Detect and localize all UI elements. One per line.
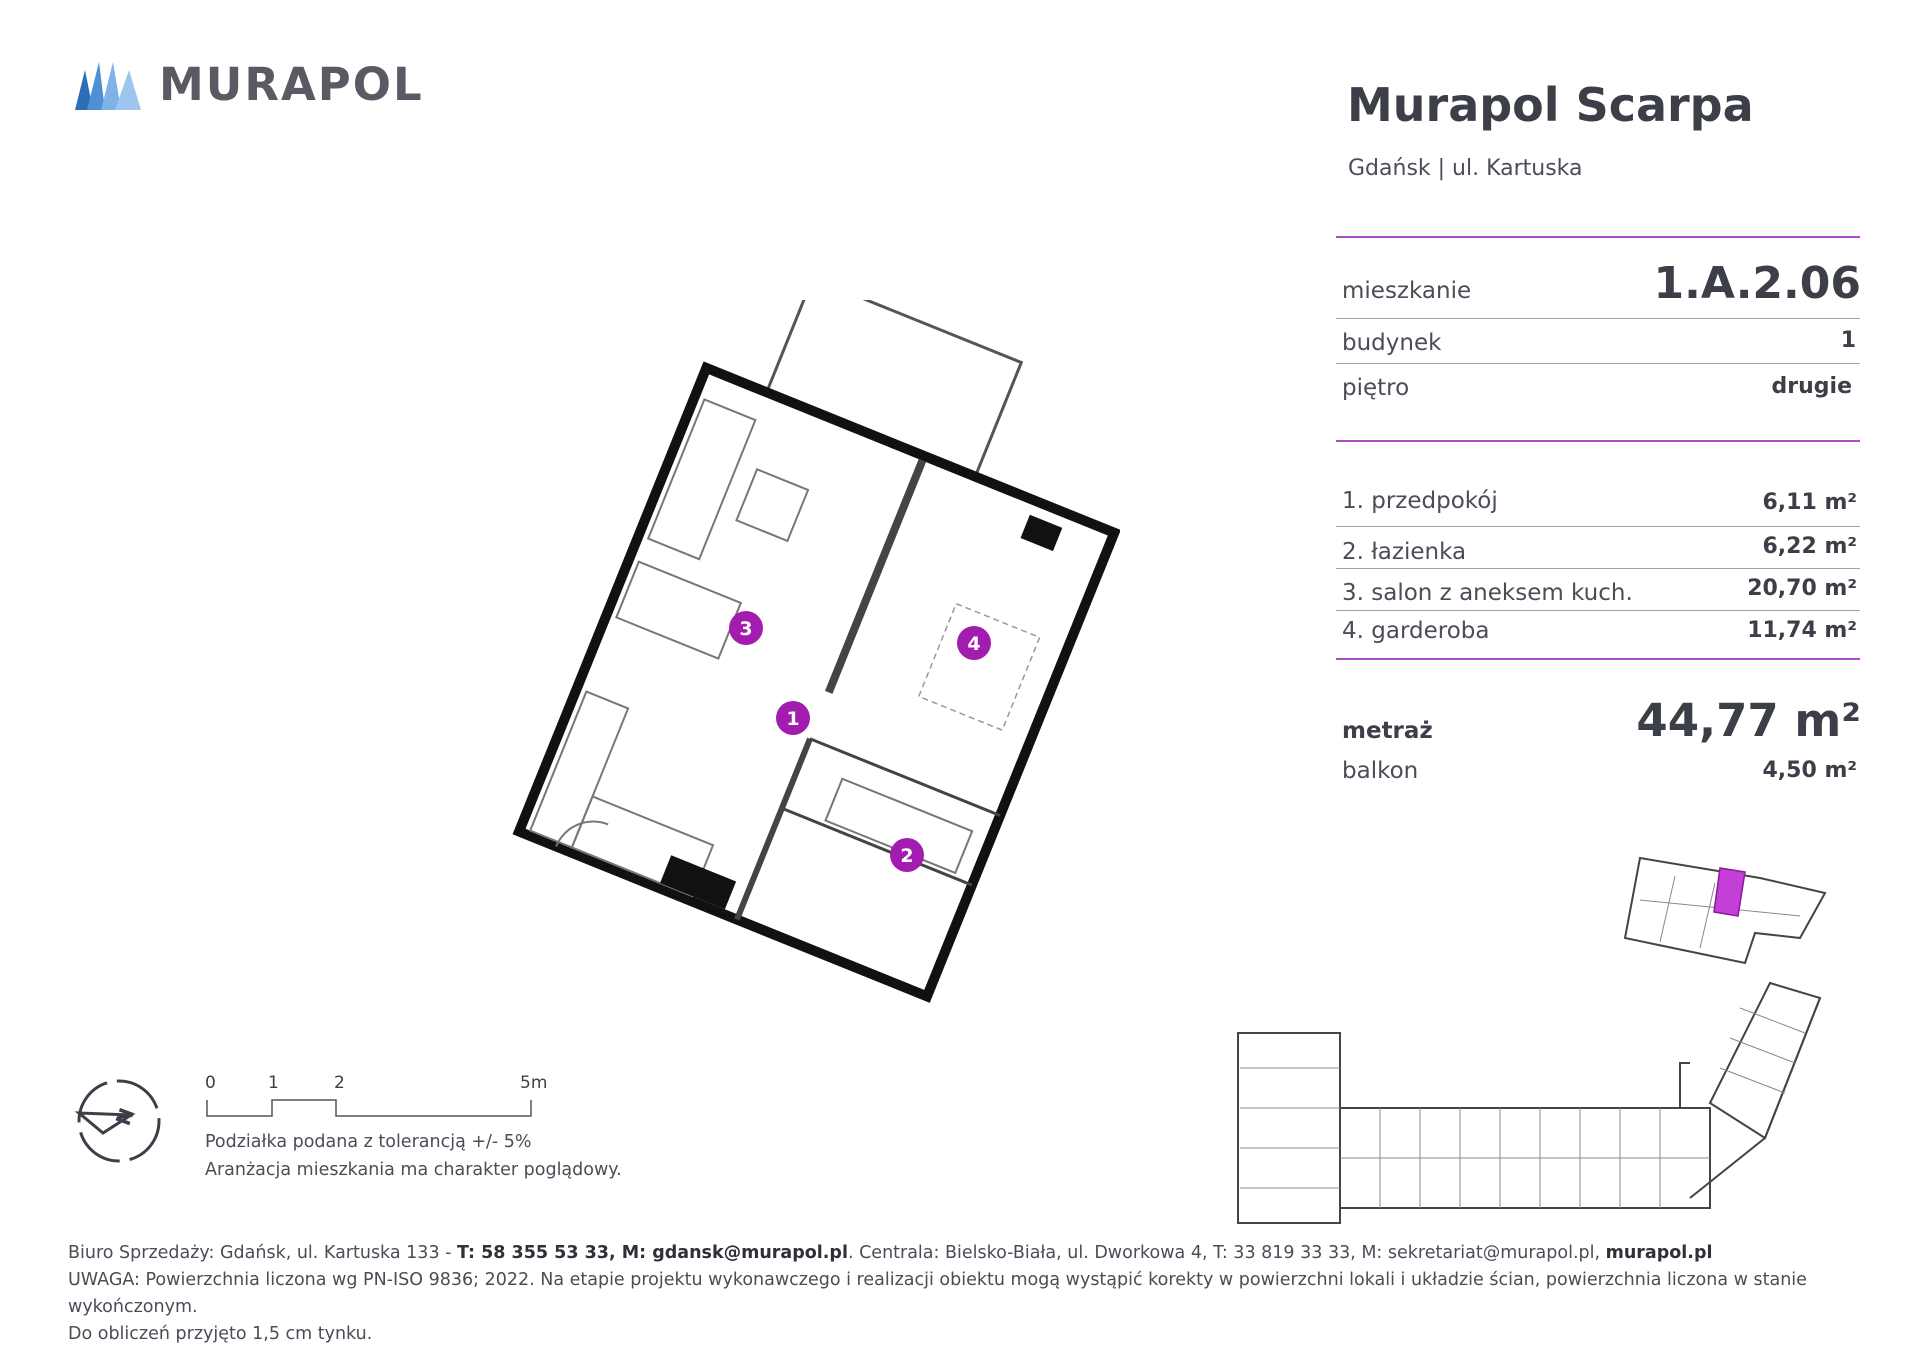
room-area: 6,11 m² bbox=[1762, 490, 1857, 515]
unit-id: 1.A.2.06 bbox=[1653, 258, 1861, 309]
balcony-value: 4,50 m² bbox=[1762, 758, 1857, 783]
divider-rooms-top bbox=[1336, 440, 1860, 442]
apartment-floor-plan bbox=[500, 300, 1120, 1040]
building-label: budynek bbox=[1342, 330, 1442, 356]
room-label: 2. łazienka bbox=[1342, 539, 1467, 565]
row-divider bbox=[1336, 526, 1860, 527]
building-value: 1 bbox=[1840, 328, 1856, 353]
svg-text:2: 2 bbox=[900, 845, 914, 867]
brand-logo bbox=[75, 58, 424, 111]
scale-bar bbox=[206, 1098, 536, 1118]
floor-label: piętro bbox=[1342, 375, 1410, 401]
floor-value: drugie bbox=[1771, 374, 1852, 399]
brand-name: MURAPOL bbox=[159, 58, 424, 111]
room-marker bbox=[776, 701, 810, 735]
total-area-label: metraż bbox=[1342, 718, 1433, 744]
row-divider bbox=[1336, 610, 1860, 611]
footer-warning: UWAGA: Powierzchnia liczona wg PN-ISO 9836; 2022. Na etapie projektu wykonawczego i realizacji obiektu mogą wystąpić korekty w powierzchni lokali i układzie ścian, powierzchnia liczona w stanie wykończonym. bbox=[68, 1270, 1807, 1317]
building-key-plan bbox=[1220, 838, 1870, 1233]
row-divider bbox=[1336, 318, 1860, 319]
unit-location-highlight bbox=[1714, 868, 1745, 916]
svg-text:1: 1 bbox=[786, 708, 800, 730]
room-label: 4. garderoba bbox=[1342, 618, 1490, 644]
room-area: 20,70 m² bbox=[1747, 576, 1857, 601]
unit-id-label: mieszkanie bbox=[1342, 278, 1472, 304]
divider-top bbox=[1336, 236, 1860, 238]
compass-icon bbox=[73, 1075, 165, 1167]
plan-notes bbox=[205, 1128, 622, 1184]
room-marker bbox=[957, 626, 991, 660]
tolerance-note: Podziałka podana z tolerancją +/- 5% bbox=[205, 1132, 532, 1152]
balcony-outline bbox=[766, 300, 1021, 478]
sales-contact: T: 58 355 53 33, M: gdansk@murapol.pl bbox=[457, 1243, 848, 1263]
svg-text:4: 4 bbox=[967, 633, 981, 655]
outer-walls bbox=[519, 368, 1114, 996]
room-label: 3. salon z aneksem kuch. bbox=[1342, 580, 1633, 606]
svg-text:3: 3 bbox=[739, 618, 753, 640]
project-title: Murapol Scarpa bbox=[1347, 78, 1754, 132]
arrangement-note: Aranżacja mieszkania ma charakter poglądowy. bbox=[205, 1160, 622, 1180]
divider-rooms-bottom bbox=[1336, 658, 1860, 660]
footer-contact-line bbox=[68, 1240, 1888, 1267]
row-divider bbox=[1336, 363, 1860, 364]
room-label: 1. przedpokój bbox=[1342, 488, 1498, 514]
room-marker bbox=[729, 611, 763, 645]
room-area: 6,22 m² bbox=[1762, 534, 1857, 559]
footer-plaster-note: Do obliczeń przyjęto 1,5 cm tynku. bbox=[68, 1324, 373, 1344]
room-area: 11,74 m² bbox=[1747, 618, 1857, 643]
total-area-value: 44,77 m² bbox=[1636, 694, 1861, 747]
scale-tick: 0 bbox=[205, 1073, 216, 1093]
footer bbox=[68, 1240, 1888, 1348]
scale-tick: 1 bbox=[268, 1073, 279, 1093]
row-divider bbox=[1336, 568, 1860, 569]
svg-text:N: N bbox=[110, 1104, 140, 1129]
room-marker bbox=[890, 838, 924, 872]
scale-tick: 5m bbox=[520, 1073, 548, 1093]
murapol-logo-icon bbox=[75, 60, 141, 110]
central-office-text: . Centrala: Bielsko-Biała, ul. Dworkowa 4, T: 33 819 33 33, M: sekretariat@murapol.pl, bbox=[847, 1243, 1606, 1263]
balcony-label: balkon bbox=[1342, 758, 1419, 784]
sales-office-text: Biuro Sprzedaży: Gdańsk, ul. Kartuska 133 - bbox=[68, 1243, 458, 1263]
project-location: Gdańsk | ul. Kartuska bbox=[1348, 156, 1583, 181]
scale-tick: 2 bbox=[334, 1073, 345, 1093]
website-link[interactable]: murapol.pl bbox=[1605, 1243, 1713, 1263]
